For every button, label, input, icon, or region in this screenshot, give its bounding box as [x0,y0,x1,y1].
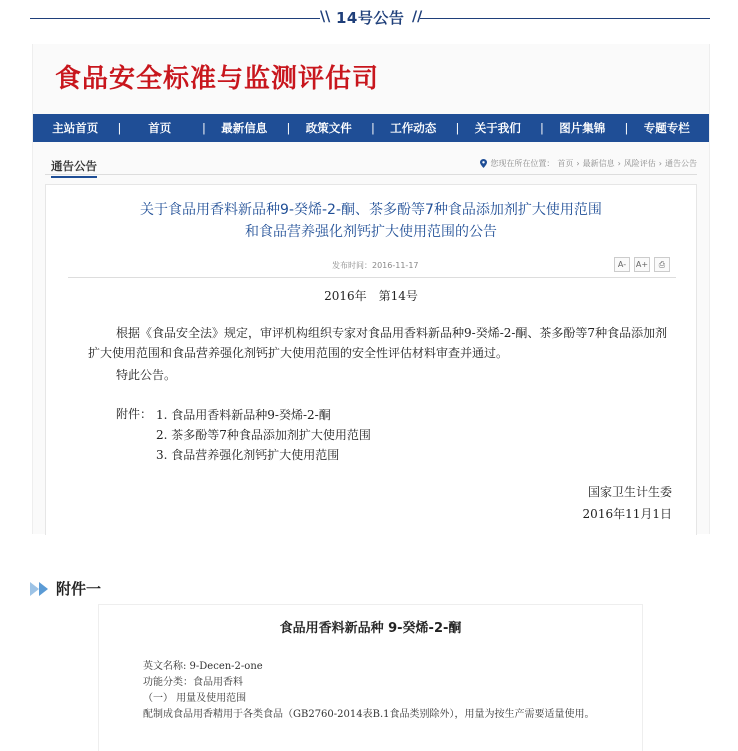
publish-date: 发布时间：2016-11-17 [332,261,419,270]
notice-title: 14号公告 [336,9,405,27]
webpage-screenshot [32,44,710,534]
signature: 国家卫生计生委 [587,485,672,499]
font-smaller-button[interactable]: A- [614,257,630,272]
article-title-line1: 关于食品用香料新品种9-癸烯-2-酮、茶多酚等7种食品添加剂扩大使用范围 [140,202,602,218]
article-tools [614,257,670,272]
site-title: 食品安全标准与监测评估司 [55,64,380,94]
breadcrumb [480,158,697,169]
nav-item-latest[interactable]: | 最新信息 [202,114,287,142]
nav-item-main-home[interactable]: 主站首页 [52,121,99,135]
attachment-heading [30,578,101,599]
nav-item-topics[interactable]: | 专题专栏 [625,114,710,142]
font-larger-button[interactable]: A+ [634,257,650,272]
closing-paragraph: 特此公告。 [116,368,177,382]
nav-item-work[interactable]: | 工作动态 [371,114,456,142]
article-meta [68,257,676,275]
english-name: 英文名称: 9-Decen-2-one [143,661,263,672]
attachment-heading-text: 附件一 [56,580,102,598]
nav-item-policy[interactable]: | 政策文件 [287,114,372,142]
notice-heading [30,0,710,36]
breadcrumb-sep: › [576,159,580,168]
breadcrumb-latest[interactable]: 最新信息 [582,159,615,168]
heading-rule-right [420,18,710,19]
signature-date: 2016年11月1日 [582,507,672,521]
double-arrow-icon [30,582,52,596]
body-paragraph: 根据《食品安全法》规定，审评机构组织专家对食品用香料新品种9-癸烯-2-酮、茶多酚等7种食品添加剂扩大使用范围和食品营养强化剂钙扩大使用范围的安全性评估材料审查并通过。 [88,326,668,360]
function-category: 功能分类：食品用香料 [143,677,243,688]
breadcrumb-prefix: 您现在所在位置： [490,159,555,168]
breadcrumb-home[interactable]: 首页 [557,159,574,168]
article [45,184,697,535]
attachment-list [156,405,371,465]
section-label: 通告公告 [51,158,97,178]
nav-item-gallery[interactable]: | 图片集锦 [540,114,625,142]
breadcrumb-current[interactable]: 通告公告 [665,159,697,168]
heading-rule-left [30,18,320,19]
breadcrumb-sep: › [617,159,621,168]
attachment-item[interactable]: 3. 食品营养强化剂钙扩大使用范围 [156,448,340,462]
subsection-heading: （一） 用量及使用范围 [143,693,247,704]
article-title-line2: 和食品营养强化剂钙扩大使用范围的公告 [245,224,497,240]
print-icon[interactable]: ⎙ [654,257,670,272]
attachment-title: 食品用香料新品种 9-癸烯-2-酮 [279,621,462,636]
attachment-document [98,604,643,751]
title-divider [68,277,676,278]
breadcrumb-risk[interactable]: 风险评估 [623,159,656,168]
heading-slash-left: \\ [320,9,331,25]
location-pin-icon [480,159,487,168]
issue-number: 2016年 第14号 [324,289,418,303]
breadcrumb-bar [45,152,697,175]
attachment-label: 附件： [116,407,153,421]
attachment-item[interactable]: 1. 食品用香料新品种9-癸烯-2-酮 [156,408,331,422]
nav-item-about[interactable]: | 关于我们 [456,114,541,142]
usage-text: 配制成食品用香精用于各类食品（GB2760-2014表B.1食品类别除外），用量为按生产需要适量使用。 [143,709,595,720]
attachment-item[interactable]: 2. 茶多酚等7种食品添加剂扩大使用范围 [156,428,371,442]
nav-item-home[interactable]: | 首页 [118,114,203,142]
main-nav [33,114,709,142]
heading-slash-right: // [412,9,423,25]
breadcrumb-sep: › [658,159,662,168]
